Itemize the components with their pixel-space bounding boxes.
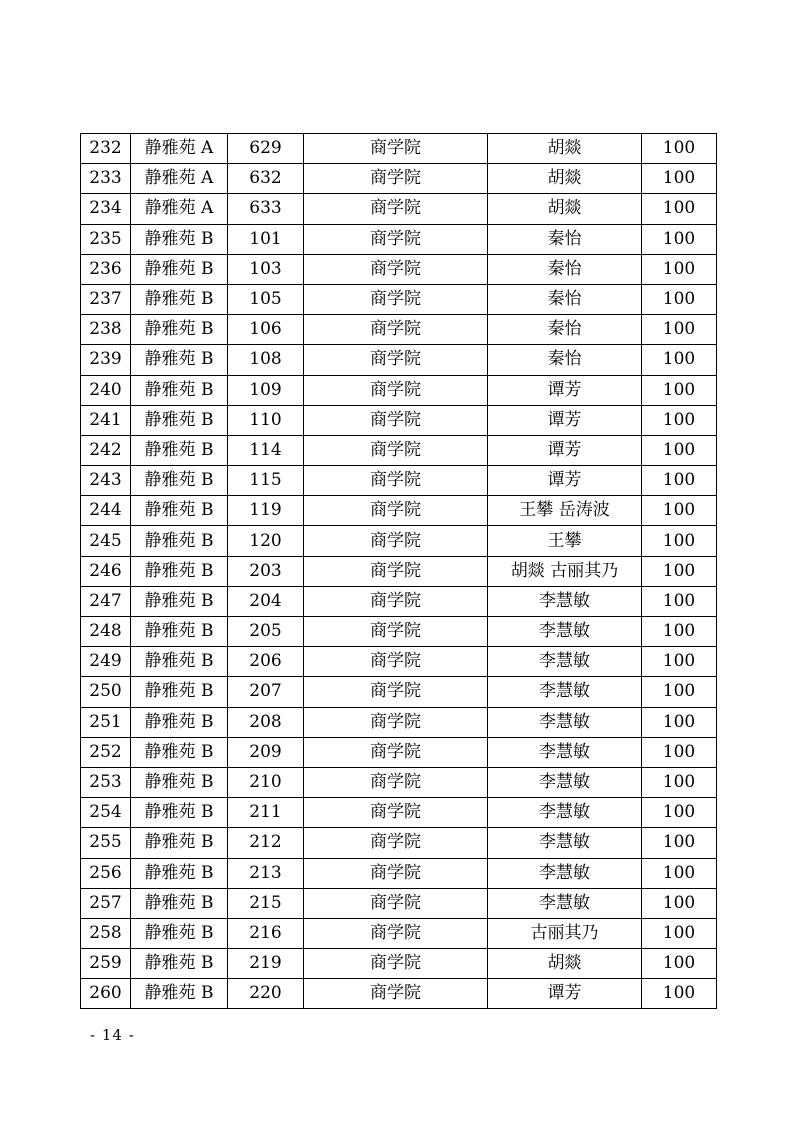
score-cell: 100 (642, 647, 717, 677)
table-row (81, 858, 717, 888)
row-number-cell: 232 (81, 134, 131, 164)
building-cell: 静雅苑 B (131, 828, 228, 858)
room-cell: 103 (228, 254, 304, 284)
name-cell: 谭芳 (488, 375, 642, 405)
college-cell: 商学院 (304, 677, 488, 707)
name-cell: 古丽其乃 (488, 918, 642, 948)
row-number-cell: 249 (81, 647, 131, 677)
room-cell: 207 (228, 677, 304, 707)
name-cell: 谭芳 (488, 466, 642, 496)
table-row (81, 677, 717, 707)
name-cell: 李慧敏 (488, 858, 642, 888)
building-cell: 静雅苑 B (131, 435, 228, 465)
table-row (81, 526, 717, 556)
score-cell: 100 (642, 164, 717, 194)
name-cell: 秦怡 (488, 284, 642, 314)
room-cell: 208 (228, 707, 304, 737)
table-row (81, 375, 717, 405)
name-cell: 谭芳 (488, 405, 642, 435)
table-row (81, 405, 717, 435)
building-cell: 静雅苑 A (131, 164, 228, 194)
row-number-cell: 234 (81, 194, 131, 224)
room-cell: 114 (228, 435, 304, 465)
table-row (81, 164, 717, 194)
college-cell: 商学院 (304, 767, 488, 797)
table-row (81, 707, 717, 737)
name-cell: 胡燚 (488, 949, 642, 979)
college-cell: 商学院 (304, 828, 488, 858)
room-cell: 220 (228, 979, 304, 1009)
score-cell: 100 (642, 194, 717, 224)
score-cell: 100 (642, 496, 717, 526)
row-number-cell: 233 (81, 164, 131, 194)
building-cell: 静雅苑 A (131, 134, 228, 164)
building-cell: 静雅苑 B (131, 586, 228, 616)
score-cell: 100 (642, 888, 717, 918)
room-cell: 108 (228, 345, 304, 375)
score-cell: 100 (642, 224, 717, 254)
room-cell: 210 (228, 767, 304, 797)
row-number-cell: 248 (81, 617, 131, 647)
college-cell: 商学院 (304, 858, 488, 888)
score-cell: 100 (642, 586, 717, 616)
score-cell: 100 (642, 767, 717, 797)
building-cell: 静雅苑 B (131, 979, 228, 1009)
building-cell: 静雅苑 A (131, 194, 228, 224)
building-cell: 静雅苑 B (131, 858, 228, 888)
college-cell: 商学院 (304, 586, 488, 616)
college-cell: 商学院 (304, 375, 488, 405)
row-number-cell: 251 (81, 707, 131, 737)
table-row (81, 496, 717, 526)
table-row (81, 888, 717, 918)
room-cell: 206 (228, 647, 304, 677)
row-number-cell: 242 (81, 435, 131, 465)
name-cell: 王攀 岳涛波 (488, 496, 642, 526)
table-row (81, 556, 717, 586)
room-cell: 110 (228, 405, 304, 435)
table-row (81, 798, 717, 828)
score-cell: 100 (642, 466, 717, 496)
building-cell: 静雅苑 B (131, 617, 228, 647)
room-cell: 101 (228, 224, 304, 254)
name-cell: 李慧敏 (488, 647, 642, 677)
score-cell: 100 (642, 828, 717, 858)
name-cell: 李慧敏 (488, 888, 642, 918)
row-number-cell: 246 (81, 556, 131, 586)
building-cell: 静雅苑 B (131, 888, 228, 918)
college-cell: 商学院 (304, 737, 488, 767)
college-cell: 商学院 (304, 466, 488, 496)
records-table (80, 133, 717, 1009)
row-number-cell: 253 (81, 767, 131, 797)
row-number-cell: 235 (81, 224, 131, 254)
table-row (81, 194, 717, 224)
name-cell: 秦怡 (488, 345, 642, 375)
room-cell: 629 (228, 134, 304, 164)
row-number-cell: 260 (81, 979, 131, 1009)
name-cell: 胡燚 (488, 164, 642, 194)
building-cell: 静雅苑 B (131, 254, 228, 284)
row-number-cell: 257 (81, 888, 131, 918)
name-cell: 李慧敏 (488, 617, 642, 647)
name-cell: 秦怡 (488, 315, 642, 345)
name-cell: 胡燚 古丽其乃 (488, 556, 642, 586)
table-row (81, 345, 717, 375)
table-row (81, 435, 717, 465)
table-row (81, 224, 717, 254)
table-row (81, 254, 717, 284)
college-cell: 商学院 (304, 224, 488, 254)
table-row (81, 647, 717, 677)
name-cell: 李慧敏 (488, 767, 642, 797)
row-number-cell: 250 (81, 677, 131, 707)
score-cell: 100 (642, 617, 717, 647)
score-cell: 100 (642, 405, 717, 435)
college-cell: 商学院 (304, 194, 488, 224)
building-cell: 静雅苑 B (131, 496, 228, 526)
building-cell: 静雅苑 B (131, 405, 228, 435)
building-cell: 静雅苑 B (131, 315, 228, 345)
score-cell: 100 (642, 254, 717, 284)
table-row (81, 134, 717, 164)
score-cell: 100 (642, 134, 717, 164)
college-cell: 商学院 (304, 647, 488, 677)
row-number-cell: 240 (81, 375, 131, 405)
row-number-cell: 239 (81, 345, 131, 375)
room-cell: 211 (228, 798, 304, 828)
building-cell: 静雅苑 B (131, 767, 228, 797)
row-number-cell: 245 (81, 526, 131, 556)
row-number-cell: 259 (81, 949, 131, 979)
table-row (81, 918, 717, 948)
table-row (81, 586, 717, 616)
row-number-cell: 258 (81, 918, 131, 948)
room-cell: 105 (228, 284, 304, 314)
score-cell: 100 (642, 979, 717, 1009)
room-cell: 216 (228, 918, 304, 948)
college-cell: 商学院 (304, 798, 488, 828)
college-cell: 商学院 (304, 164, 488, 194)
score-cell: 100 (642, 315, 717, 345)
score-cell: 100 (642, 949, 717, 979)
college-cell: 商学院 (304, 526, 488, 556)
room-cell: 633 (228, 194, 304, 224)
college-cell: 商学院 (304, 345, 488, 375)
table-row (81, 767, 717, 797)
name-cell: 秦怡 (488, 254, 642, 284)
room-cell: 204 (228, 586, 304, 616)
name-cell: 李慧敏 (488, 586, 642, 616)
name-cell: 谭芳 (488, 435, 642, 465)
room-cell: 213 (228, 858, 304, 888)
building-cell: 静雅苑 B (131, 707, 228, 737)
college-cell: 商学院 (304, 134, 488, 164)
row-number-cell: 244 (81, 496, 131, 526)
table-row (81, 284, 717, 314)
building-cell: 静雅苑 B (131, 949, 228, 979)
row-number-cell: 254 (81, 798, 131, 828)
row-number-cell: 247 (81, 586, 131, 616)
college-cell: 商学院 (304, 949, 488, 979)
name-cell: 李慧敏 (488, 798, 642, 828)
college-cell: 商学院 (304, 405, 488, 435)
score-cell: 100 (642, 375, 717, 405)
building-cell: 静雅苑 B (131, 375, 228, 405)
building-cell: 静雅苑 B (131, 737, 228, 767)
room-cell: 215 (228, 888, 304, 918)
college-cell: 商学院 (304, 284, 488, 314)
building-cell: 静雅苑 B (131, 677, 228, 707)
college-cell: 商学院 (304, 435, 488, 465)
row-number-cell: 243 (81, 466, 131, 496)
score-cell: 100 (642, 345, 717, 375)
page-number: - 14 - (90, 1026, 135, 1044)
room-cell: 120 (228, 526, 304, 556)
row-number-cell: 256 (81, 858, 131, 888)
score-cell: 100 (642, 707, 717, 737)
building-cell: 静雅苑 B (131, 345, 228, 375)
table-row (81, 737, 717, 767)
college-cell: 商学院 (304, 617, 488, 647)
table-row (81, 315, 717, 345)
room-cell: 205 (228, 617, 304, 647)
building-cell: 静雅苑 B (131, 918, 228, 948)
building-cell: 静雅苑 B (131, 647, 228, 677)
college-cell: 商学院 (304, 918, 488, 948)
score-cell: 100 (642, 677, 717, 707)
row-number-cell: 241 (81, 405, 131, 435)
score-cell: 100 (642, 435, 717, 465)
building-cell: 静雅苑 B (131, 224, 228, 254)
score-cell: 100 (642, 284, 717, 314)
score-cell: 100 (642, 526, 717, 556)
building-cell: 静雅苑 B (131, 526, 228, 556)
row-number-cell: 236 (81, 254, 131, 284)
name-cell: 胡燚 (488, 134, 642, 164)
score-cell: 100 (642, 556, 717, 586)
score-cell: 100 (642, 798, 717, 828)
name-cell: 秦怡 (488, 224, 642, 254)
score-cell: 100 (642, 737, 717, 767)
room-cell: 106 (228, 315, 304, 345)
college-cell: 商学院 (304, 496, 488, 526)
row-number-cell: 238 (81, 315, 131, 345)
table-row (81, 828, 717, 858)
name-cell: 李慧敏 (488, 828, 642, 858)
table-row (81, 979, 717, 1009)
row-number-cell: 252 (81, 737, 131, 767)
building-cell: 静雅苑 B (131, 466, 228, 496)
college-cell: 商学院 (304, 315, 488, 345)
name-cell: 李慧敏 (488, 707, 642, 737)
records-table-body (81, 134, 717, 1009)
room-cell: 219 (228, 949, 304, 979)
room-cell: 212 (228, 828, 304, 858)
room-cell: 119 (228, 496, 304, 526)
building-cell: 静雅苑 B (131, 556, 228, 586)
room-cell: 203 (228, 556, 304, 586)
college-cell: 商学院 (304, 254, 488, 284)
college-cell: 商学院 (304, 979, 488, 1009)
score-cell: 100 (642, 858, 717, 888)
name-cell: 王攀 (488, 526, 642, 556)
room-cell: 115 (228, 466, 304, 496)
table-row (81, 949, 717, 979)
table-row (81, 466, 717, 496)
college-cell: 商学院 (304, 556, 488, 586)
table-row (81, 617, 717, 647)
room-cell: 632 (228, 164, 304, 194)
building-cell: 静雅苑 B (131, 798, 228, 828)
name-cell: 李慧敏 (488, 737, 642, 767)
row-number-cell: 237 (81, 284, 131, 314)
name-cell: 胡燚 (488, 194, 642, 224)
building-cell: 静雅苑 B (131, 284, 228, 314)
name-cell: 谭芳 (488, 979, 642, 1009)
room-cell: 209 (228, 737, 304, 767)
college-cell: 商学院 (304, 707, 488, 737)
name-cell: 李慧敏 (488, 677, 642, 707)
score-cell: 100 (642, 918, 717, 948)
college-cell: 商学院 (304, 888, 488, 918)
row-number-cell: 255 (81, 828, 131, 858)
room-cell: 109 (228, 375, 304, 405)
